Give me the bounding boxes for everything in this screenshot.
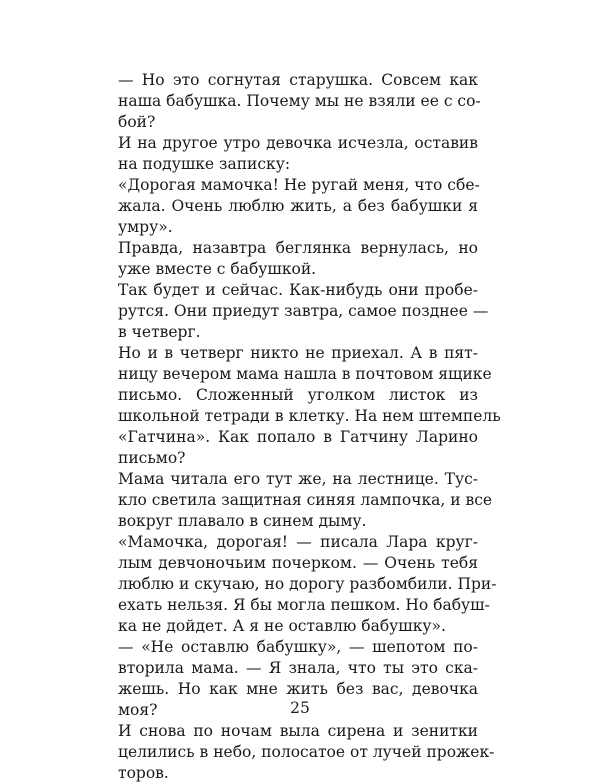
text-line: — Но это согнутая старушка. Совсем как: [118, 71, 478, 89]
text-line: письмо. Сложенный уголком листок из: [118, 386, 478, 404]
paragraph: [118, 70, 481, 133]
text-line: вторила мама. — Я знала, что ты это ска-: [118, 659, 478, 677]
body-text: [118, 70, 501, 784]
text-line: ехать нельзя. Я бы могла пешком. Но бабуш-: [118, 596, 490, 614]
text-line: школьной тетради в клетку. На нем штемпель: [118, 407, 501, 425]
paragraph: [118, 532, 497, 637]
paragraph: [118, 175, 478, 238]
text-line: моя?: [118, 701, 158, 719]
text-line: Но и в четверг никто не приехал. А в пят-: [118, 344, 478, 362]
text-line: Мама читала его тут же, на лестнице. Тус-: [118, 470, 478, 488]
text-line: наша бабушка. Почему мы не взяли ее с со-: [118, 92, 481, 110]
text-line: И снова по ночам выла сирена и зенитки: [118, 722, 478, 740]
paragraph: [118, 343, 501, 469]
text-line: И на другое утро девочка исчезла, оставив: [118, 134, 478, 152]
paragraph: [118, 133, 478, 175]
text-line: в четверг.: [118, 323, 201, 341]
paragraph: [118, 469, 493, 532]
text-line: жешь. Но как мне жить без вас, девочка: [118, 680, 478, 698]
text-line: торов.: [118, 764, 169, 782]
text-line: люблю и скучаю, но дорогу разбомбили. При-: [118, 575, 497, 593]
text-line: вокруг плавало в синем дыму.: [118, 512, 367, 530]
paragraph: [118, 721, 495, 784]
text-line: рутся. Они приедут завтра, самое позднее —: [118, 302, 489, 320]
paragraph: [118, 238, 478, 280]
text-line: ницу вечером мама нашла в почтовом ящике: [118, 365, 492, 383]
page-number: 25: [290, 699, 310, 717]
text-line: кло светила защитная синяя лампочка, и все: [118, 491, 493, 509]
text-line: умру».: [118, 218, 173, 236]
paragraph: [118, 280, 489, 343]
text-line: — «Не оставлю бабушку», — шепотом по-: [118, 638, 478, 656]
text-line: письмо?: [118, 449, 186, 467]
text-line: на подушке записку:: [118, 155, 291, 173]
text-line: Правда, назавтра беглянка вернулась, но: [118, 239, 478, 257]
text-line: бой?: [118, 113, 156, 131]
text-line: целились в небо, полосатое от лучей прожек-: [118, 743, 495, 761]
text-line: ка не дойдет. А я не оставлю бабушку».: [118, 617, 446, 635]
text-line: «Дорогая мамочка! Не ругай меня, что сбе-: [118, 176, 480, 194]
text-line: «Мамочка, дорогая! — писала Лара круг-: [118, 533, 478, 551]
text-line: уже вместе с бабушкой.: [118, 260, 317, 278]
text-line: лым девчоночьим почерком. — Очень тебя: [118, 554, 478, 572]
text-line: жала. Очень люблю жить, а без бабушки я: [118, 197, 478, 215]
text-line: «Гатчина». Как попало в Гатчину Ларино: [118, 428, 478, 446]
text-line: Так будет и сейчас. Как-нибудь они пробе-: [118, 281, 478, 299]
